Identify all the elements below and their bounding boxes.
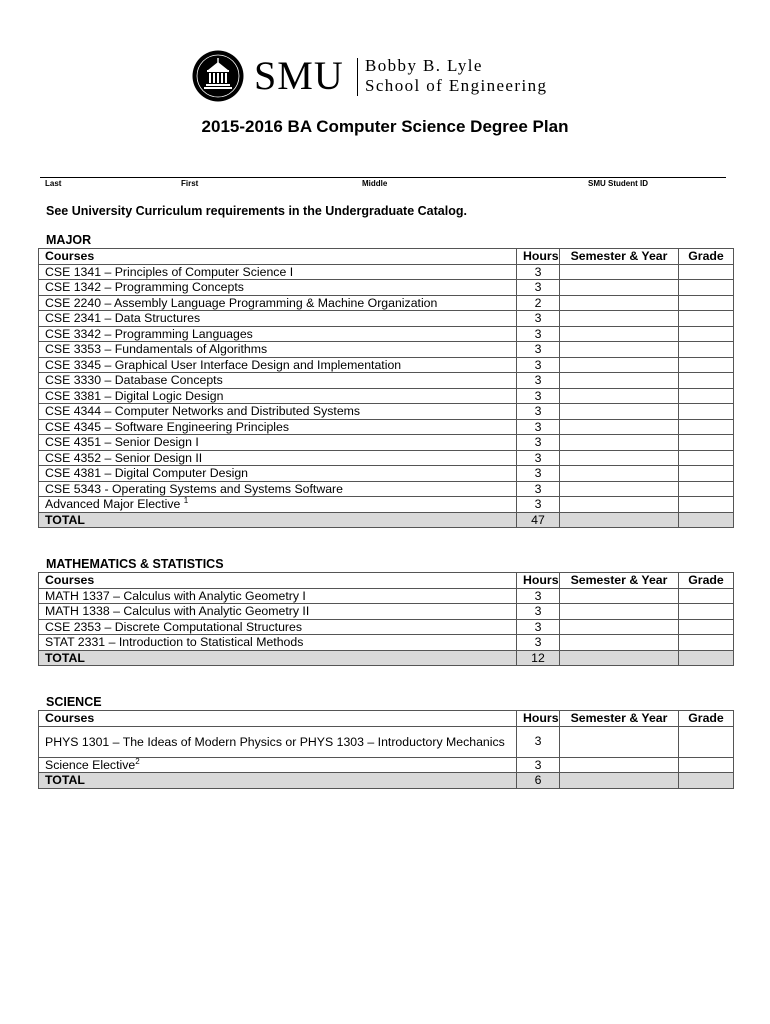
course-title: CSE 2353 – Discrete Computational Structures bbox=[45, 619, 302, 634]
course-name bbox=[39, 295, 517, 311]
course-title: CSE 4352 – Senior Design II bbox=[45, 450, 203, 465]
footnote-marker: 1 bbox=[183, 496, 189, 505]
grade-header: Grade bbox=[679, 711, 734, 727]
school-header bbox=[190, 48, 590, 106]
courses-header: Courses bbox=[39, 249, 517, 265]
course-hours: 3 bbox=[517, 311, 560, 327]
course-row bbox=[39, 280, 734, 296]
course-title: CSE 4381 – Digital Computer Design bbox=[45, 466, 249, 480]
semester-header: Semester & Year bbox=[560, 249, 679, 265]
course-title: MATH 1338 – Calculus with Analytic Geometry II bbox=[45, 604, 310, 618]
semester-year-cell[interactable] bbox=[560, 326, 679, 342]
semester-year-cell[interactable] bbox=[560, 481, 679, 497]
semester-year-cell[interactable] bbox=[560, 466, 679, 482]
header-row bbox=[39, 711, 734, 727]
grade-cell[interactable] bbox=[679, 604, 734, 620]
total-label: TOTAL bbox=[39, 512, 517, 528]
course-name bbox=[39, 588, 517, 604]
name-field-line[interactable] bbox=[40, 177, 726, 178]
course-title: STAT 2331 – Introduction to Statistical Methods bbox=[45, 635, 304, 649]
total-semester-cell bbox=[560, 650, 679, 666]
grade-header: Grade bbox=[679, 249, 734, 265]
semester-year-cell[interactable] bbox=[560, 264, 679, 280]
catalog-note: See University Curriculum requirements in the Undergraduate Catalog. bbox=[46, 204, 467, 218]
total-grade-cell bbox=[679, 773, 734, 789]
hours-header: Hours bbox=[517, 249, 560, 265]
total-row bbox=[39, 512, 734, 528]
course-hours: 3 bbox=[517, 326, 560, 342]
course-row bbox=[39, 404, 734, 420]
total-label: TOTAL bbox=[39, 650, 517, 666]
grade-cell[interactable] bbox=[679, 481, 734, 497]
course-hours: 3 bbox=[517, 388, 560, 404]
logo-divider bbox=[357, 58, 358, 96]
course-title: PHYS 1301 – The Ideas of Modern Physics or PHYS 1303 – Introductory Mechanics bbox=[45, 734, 505, 749]
course-title: CSE 3330 – Database Concepts bbox=[45, 373, 223, 387]
grade-cell[interactable] bbox=[679, 497, 734, 513]
course-name bbox=[39, 357, 517, 373]
course-row bbox=[39, 419, 734, 435]
school-name-line1: Bobby B. Lyle bbox=[365, 56, 483, 75]
course-name bbox=[39, 481, 517, 497]
grade-cell[interactable] bbox=[679, 466, 734, 482]
grade-cell[interactable] bbox=[679, 264, 734, 280]
semester-year-cell[interactable] bbox=[560, 295, 679, 311]
grade-header: Grade bbox=[679, 573, 734, 589]
course-title: CSE 3353 – Fundamentals of Algorithms bbox=[45, 342, 268, 356]
semester-year-cell[interactable] bbox=[560, 757, 679, 773]
semester-year-cell[interactable] bbox=[560, 435, 679, 451]
courses-header: Courses bbox=[39, 711, 517, 727]
major-section-label: MAJOR bbox=[46, 233, 92, 247]
course-row bbox=[39, 757, 734, 773]
course-hours: 3 bbox=[517, 588, 560, 604]
total-grade-cell bbox=[679, 512, 734, 528]
course-row bbox=[39, 264, 734, 280]
semester-year-cell[interactable] bbox=[560, 635, 679, 651]
course-hours: 3 bbox=[517, 373, 560, 389]
first-name-label: First bbox=[181, 179, 199, 188]
course-name bbox=[39, 497, 517, 513]
page-title: 2015-2016 BA Computer Science Degree Plan bbox=[201, 117, 569, 136]
course-hours: 3 bbox=[517, 435, 560, 451]
course-name bbox=[39, 726, 517, 757]
course-name bbox=[39, 619, 517, 635]
total-label: TOTAL bbox=[39, 773, 517, 789]
hours-header: Hours bbox=[517, 573, 560, 589]
school-name bbox=[365, 56, 547, 96]
semester-year-cell[interactable] bbox=[560, 588, 679, 604]
course-row bbox=[39, 635, 734, 651]
course-name bbox=[39, 466, 517, 482]
course-title: CSE 3345 – Graphical User Interface Design and Implementation bbox=[45, 357, 402, 372]
total-semester-cell bbox=[560, 512, 679, 528]
course-title: CSE 4344 – Computer Networks and Distributed Systems bbox=[45, 404, 361, 418]
course-hours: 3 bbox=[517, 450, 560, 466]
course-title: MATH 1337 – Calculus with Analytic Geometry I bbox=[45, 588, 306, 603]
semester-year-cell[interactable] bbox=[560, 497, 679, 513]
course-title: CSE 4345 – Software Engineering Principles bbox=[45, 419, 290, 434]
course-title: CSE 2240 – Assembly Language Programming & Machine Organization bbox=[45, 295, 438, 310]
semester-year-cell[interactable] bbox=[560, 604, 679, 620]
grade-cell[interactable] bbox=[679, 757, 734, 773]
semester-year-cell[interactable] bbox=[560, 450, 679, 466]
course-title: CSE 1342 – Programming Concepts bbox=[45, 280, 244, 294]
course-row bbox=[39, 726, 734, 757]
course-title: CSE 3381 – Digital Logic Design bbox=[45, 388, 224, 403]
hours-header: Hours bbox=[517, 711, 560, 727]
course-row bbox=[39, 342, 734, 358]
semester-year-cell[interactable] bbox=[560, 419, 679, 435]
semester-year-cell[interactable] bbox=[560, 619, 679, 635]
total-row bbox=[39, 773, 734, 789]
course-name bbox=[39, 388, 517, 404]
school-name-line2: School of Engineering bbox=[365, 76, 548, 95]
last-name-label: Last bbox=[45, 179, 62, 188]
course-title: Advanced Major Elective bbox=[45, 497, 184, 511]
semester-year-cell[interactable] bbox=[560, 404, 679, 420]
course-row bbox=[39, 388, 734, 404]
grade-cell[interactable] bbox=[679, 635, 734, 651]
course-row bbox=[39, 604, 734, 620]
course-hours: 3 bbox=[517, 280, 560, 296]
course-title: Science Elective bbox=[45, 757, 136, 772]
course-hours: 3 bbox=[517, 481, 560, 497]
course-row bbox=[39, 466, 734, 482]
semester-year-cell[interactable] bbox=[560, 342, 679, 358]
grade-cell[interactable] bbox=[679, 404, 734, 420]
course-hours: 3 bbox=[517, 757, 560, 773]
science-section-label: SCIENCE bbox=[46, 695, 102, 709]
course-row bbox=[39, 326, 734, 342]
footnote-marker: 2 bbox=[135, 757, 140, 766]
total-grade-cell bbox=[679, 650, 734, 666]
course-row bbox=[39, 619, 734, 635]
major-table bbox=[38, 248, 734, 528]
science-table bbox=[38, 710, 734, 789]
course-row bbox=[39, 497, 734, 513]
course-hours: 3 bbox=[517, 419, 560, 435]
semester-year-cell[interactable] bbox=[560, 357, 679, 373]
grade-cell[interactable] bbox=[679, 419, 734, 435]
student-id-label: SMU Student ID bbox=[588, 179, 648, 188]
total-row bbox=[39, 650, 734, 666]
course-title: CSE 2341 – Data Structures bbox=[45, 311, 201, 325]
grade-cell[interactable] bbox=[679, 295, 734, 311]
course-title: CSE 1341 – Principles of Computer Science I bbox=[45, 264, 294, 279]
header-row bbox=[39, 249, 734, 265]
semester-year-cell[interactable] bbox=[560, 726, 679, 757]
course-hours: 3 bbox=[517, 357, 560, 373]
math-section-label: MATHEMATICS & STATISTICS bbox=[46, 557, 224, 571]
course-name bbox=[39, 435, 517, 451]
semester-year-cell[interactable] bbox=[560, 311, 679, 327]
course-name bbox=[39, 419, 517, 435]
course-hours: 3 bbox=[517, 404, 560, 420]
smu-seal-logo bbox=[192, 50, 244, 102]
grade-cell[interactable] bbox=[679, 326, 734, 342]
course-hours: 3 bbox=[517, 264, 560, 280]
course-hours: 3 bbox=[517, 466, 560, 482]
course-name bbox=[39, 326, 517, 342]
semester-year-cell[interactable] bbox=[560, 280, 679, 296]
course-name bbox=[39, 450, 517, 466]
course-name bbox=[39, 373, 517, 389]
course-row bbox=[39, 373, 734, 389]
course-name bbox=[39, 404, 517, 420]
course-hours: 3 bbox=[517, 604, 560, 620]
semester-header: Semester & Year bbox=[560, 711, 679, 727]
total-hours: 12 bbox=[517, 650, 560, 666]
course-hours: 3 bbox=[517, 726, 560, 757]
course-row bbox=[39, 588, 734, 604]
course-row bbox=[39, 295, 734, 311]
grade-cell[interactable] bbox=[679, 342, 734, 358]
course-name bbox=[39, 604, 517, 620]
course-row bbox=[39, 311, 734, 327]
grade-cell[interactable] bbox=[679, 726, 734, 757]
grade-cell[interactable] bbox=[679, 311, 734, 327]
course-name bbox=[39, 635, 517, 651]
course-hours: 2 bbox=[517, 295, 560, 311]
course-row bbox=[39, 357, 734, 373]
grade-cell[interactable] bbox=[679, 619, 734, 635]
grade-cell[interactable] bbox=[679, 435, 734, 451]
course-row bbox=[39, 450, 734, 466]
grade-cell[interactable] bbox=[679, 388, 734, 404]
smu-logo-text: SMU bbox=[254, 53, 344, 98]
semester-year-cell[interactable] bbox=[560, 388, 679, 404]
grade-cell[interactable] bbox=[679, 588, 734, 604]
course-hours: 3 bbox=[517, 619, 560, 635]
course-name bbox=[39, 311, 517, 327]
course-row bbox=[39, 435, 734, 451]
course-title: CSE 3342 – Programming Languages bbox=[45, 326, 253, 341]
grade-cell[interactable] bbox=[679, 373, 734, 389]
grade-cell[interactable] bbox=[679, 280, 734, 296]
course-name bbox=[39, 342, 517, 358]
course-row bbox=[39, 481, 734, 497]
total-hours: 47 bbox=[517, 512, 560, 528]
math-table bbox=[38, 572, 734, 666]
total-hours: 6 bbox=[517, 773, 560, 789]
courses-header: Courses bbox=[39, 573, 517, 589]
semester-year-cell[interactable] bbox=[560, 373, 679, 389]
course-hours: 3 bbox=[517, 497, 560, 513]
course-name bbox=[39, 280, 517, 296]
course-name bbox=[39, 757, 517, 773]
course-title: CSE 5343 - Operating Systems and Systems Software bbox=[45, 481, 343, 496]
semester-header: Semester & Year bbox=[560, 573, 679, 589]
grade-cell[interactable] bbox=[679, 450, 734, 466]
grade-cell[interactable] bbox=[679, 357, 734, 373]
header-row bbox=[39, 573, 734, 589]
middle-name-label: Middle bbox=[362, 179, 388, 188]
course-name bbox=[39, 264, 517, 280]
course-title: CSE 4351 – Senior Design I bbox=[45, 435, 199, 449]
course-hours: 3 bbox=[517, 342, 560, 358]
total-semester-cell bbox=[560, 773, 679, 789]
course-hours: 3 bbox=[517, 635, 560, 651]
